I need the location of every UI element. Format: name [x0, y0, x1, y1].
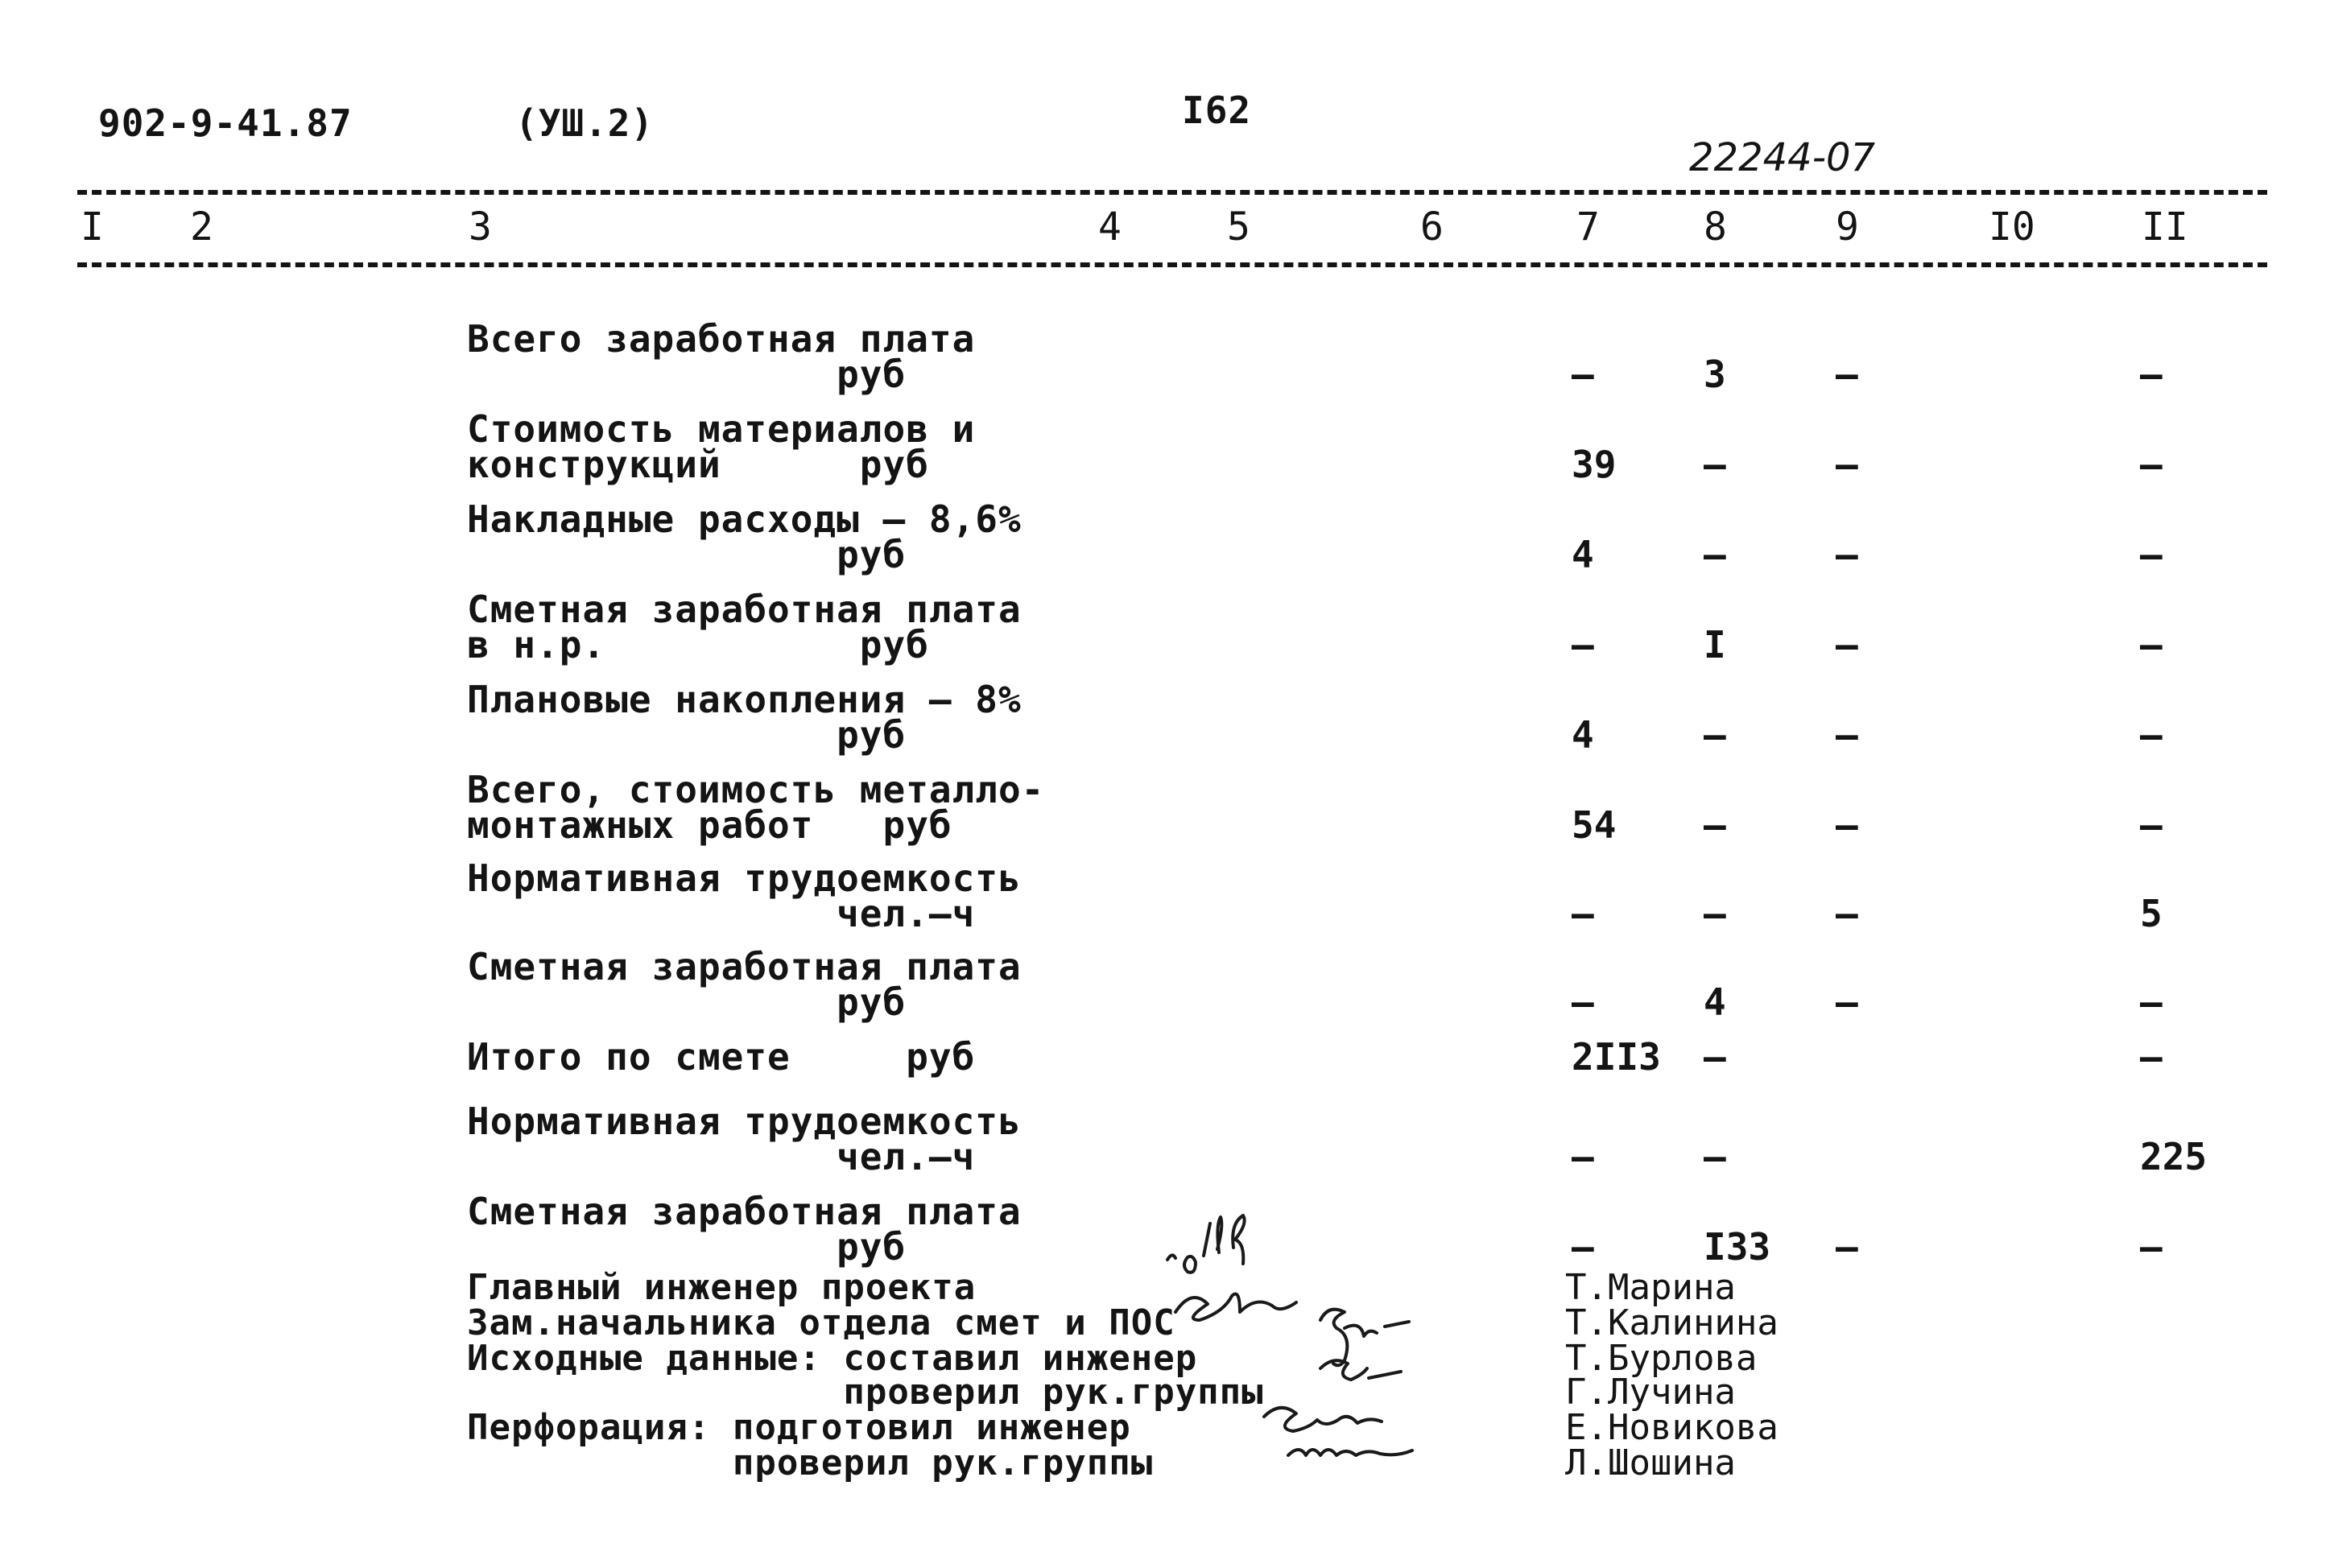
cell-col-11: – [2140, 1035, 2163, 1079]
cell-col-8: I33 [1704, 1225, 1771, 1269]
cell-col-8: – [1704, 1135, 1726, 1178]
row-unit: руб [467, 980, 907, 1024]
cell-col-11: 5 [2140, 892, 2163, 935]
cell-col-7: 4 [1572, 533, 1594, 576]
cell-col-7: 54 [1572, 803, 1617, 847]
cell-col-8: – [1704, 1035, 1726, 1079]
table-row [467, 317, 2270, 409]
row-unit: конструкций руб [467, 443, 929, 486]
handwritten-signatures [1143, 1199, 1514, 1505]
table-row [467, 678, 2270, 770]
cell-col-9: – [1836, 892, 1858, 935]
row-label: Итого по смете руб [467, 1035, 976, 1079]
page-number: I62 [1182, 89, 1252, 132]
table-row [467, 497, 2270, 589]
row-label: Сметная заработная плата [467, 945, 1022, 988]
cell-col-7: – [1572, 1225, 1594, 1269]
column-number: 4 [1098, 204, 1122, 250]
row-label: Накладные расходы – 8,6% [467, 497, 1022, 541]
table-row [467, 1100, 2270, 1191]
cell-col-8: – [1704, 443, 1726, 486]
cell-col-8: 3 [1704, 353, 1726, 396]
row-unit: руб [467, 353, 907, 396]
cell-col-11: – [2140, 353, 2163, 396]
row-unit: чел.–ч [467, 892, 976, 935]
row-label: Всего заработная плата [467, 317, 976, 361]
header-bottom-rule [77, 262, 2267, 267]
cell-col-7: – [1572, 892, 1594, 935]
cell-col-11: – [2140, 533, 2163, 576]
cell-col-9: – [1836, 713, 1858, 757]
column-number: 2 [190, 204, 213, 250]
signature-name: Л.Шошина [1565, 1442, 1736, 1483]
cell-col-11: – [2140, 803, 2163, 847]
row-label: Нормативная трудоемкость [467, 1100, 1022, 1143]
row-label: Сметная заработная плата [467, 588, 1022, 631]
signature-role: проверил рук.группы [467, 1442, 1154, 1483]
header-top-rule [77, 190, 2267, 195]
row-label: Нормативная трудоемкость [467, 856, 1022, 900]
column-number: 9 [1836, 204, 1859, 250]
row-label: Всего, стоимость металло- [467, 768, 1045, 811]
cell-col-7: – [1572, 353, 1594, 396]
column-number: 8 [1704, 204, 1727, 250]
cell-col-8: – [1704, 533, 1726, 576]
cell-col-9: – [1836, 443, 1858, 486]
cell-col-11: – [2140, 1225, 2163, 1269]
column-number: 5 [1227, 204, 1250, 250]
row-unit: руб [467, 533, 907, 576]
cell-col-8: – [1704, 803, 1726, 847]
column-number: 3 [469, 204, 492, 250]
cell-col-11: – [2140, 623, 2163, 666]
cell-col-8: – [1704, 713, 1726, 757]
row-label: Плановые накопления – 8% [467, 678, 1022, 721]
cell-col-9: – [1836, 1225, 1858, 1269]
cell-col-11: – [2140, 713, 2163, 757]
cell-col-11: – [2140, 443, 2163, 486]
signature-name: Т.Марина [1565, 1267, 1736, 1308]
cell-col-7: 39 [1572, 443, 1617, 486]
cell-col-8: 4 [1704, 980, 1726, 1024]
cell-col-9: – [1836, 980, 1858, 1024]
signature-role: Перфорация: подготовил инженер [467, 1407, 1131, 1448]
column-number: I0 [1989, 204, 2035, 250]
row-unit: в н.р. руб [467, 623, 929, 666]
cell-col-9: – [1836, 533, 1858, 576]
column-number: 6 [1420, 204, 1444, 250]
section-code: (УШ.2) [515, 101, 655, 145]
column-number: I [81, 204, 104, 250]
cell-col-11: 225 [2140, 1135, 2208, 1178]
table-row [467, 768, 2270, 860]
row-label: Стоимость материалов и [467, 407, 976, 451]
row-unit: руб [467, 1225, 907, 1269]
cell-col-9: – [1836, 353, 1858, 396]
signature-name: Т.Калинина [1565, 1302, 1778, 1343]
table-row [467, 856, 2270, 948]
document-code: 902-9-41.87 [98, 101, 353, 145]
row-unit: руб [467, 713, 907, 757]
cell-col-8: I [1704, 623, 1726, 666]
stamp-number: 22244-07 [1689, 135, 1876, 180]
table-row [467, 945, 2270, 1037]
table-row [467, 407, 2270, 499]
row-unit: монтажных работ руб [467, 803, 952, 847]
cell-col-7: – [1572, 623, 1594, 666]
cell-col-7: 4 [1572, 713, 1594, 757]
signature-role: Главный инженер проекта [467, 1267, 977, 1308]
signature-name: Т.Бурлова [1565, 1338, 1758, 1379]
row-unit: чел.–ч [467, 1135, 976, 1178]
signature-role: проверил рук.группы [467, 1372, 1264, 1413]
cell-col-11: – [2140, 980, 2163, 1024]
signature-name: Е.Новикова [1565, 1407, 1778, 1448]
signature-role: Исходные данные: составил инженер [467, 1338, 1198, 1379]
cell-col-7: – [1572, 980, 1594, 1024]
signature-name: Г.Лучина [1565, 1372, 1736, 1413]
table-row [467, 588, 2270, 679]
signature-role: Зам.начальника отдела смет и ПОС [467, 1302, 1175, 1343]
column-number: II [2142, 204, 2188, 250]
cell-col-9: – [1836, 623, 1858, 666]
row-label: Сметная заработная плата [467, 1190, 1022, 1233]
cell-col-7: – [1572, 1135, 1594, 1178]
cell-col-9: – [1836, 803, 1858, 847]
column-number: 7 [1576, 204, 1600, 250]
cell-col-8: – [1704, 892, 1726, 935]
cell-col-7: 2II3 [1572, 1035, 1661, 1079]
